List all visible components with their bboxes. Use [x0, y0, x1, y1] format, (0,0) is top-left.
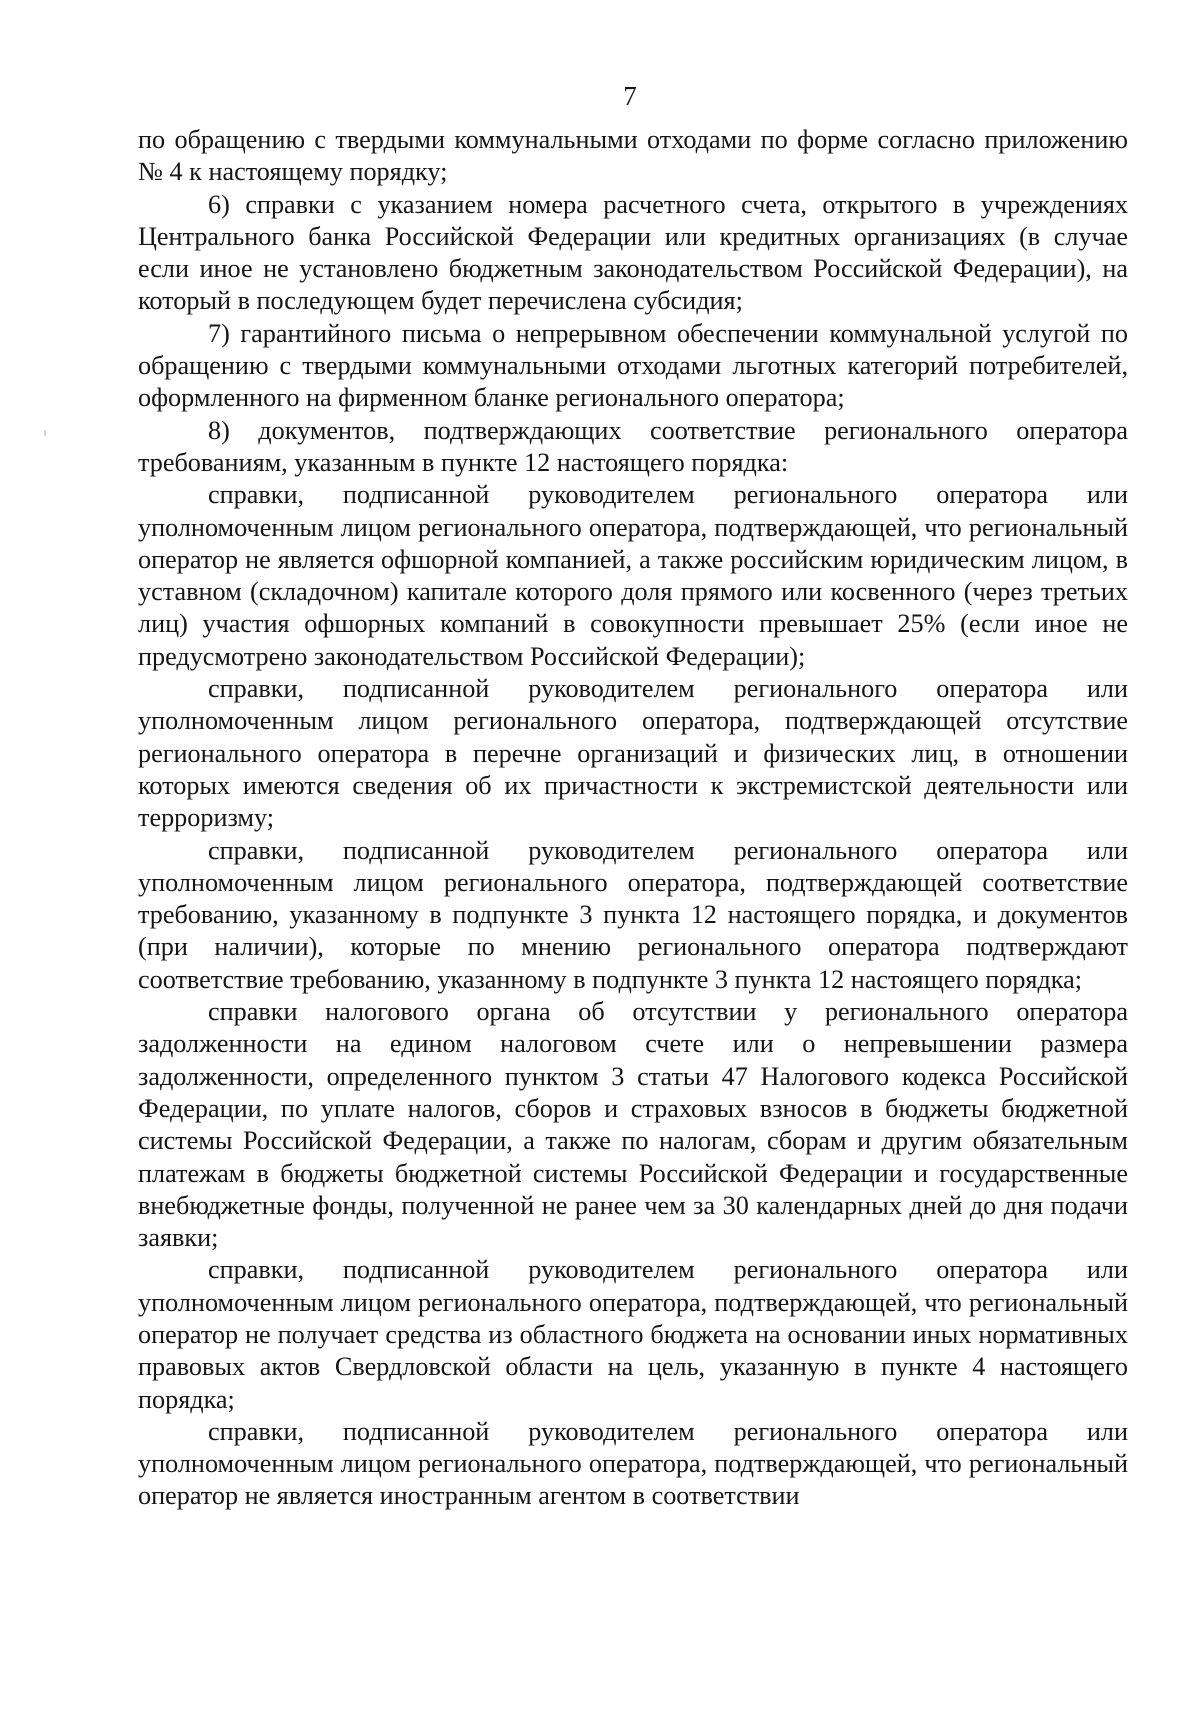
document-body: [138, 124, 1128, 1513]
paragraph-continuation: по обращению с твердыми коммунальными отходами по форме согласно приложению № 4 к настоящему порядку;: [138, 125, 1128, 187]
paragraph-foreign-agent-certificate: справки, подписанной руководителем регионального оператора или уполномоченным лицом регионального оператора, подтверждающей, что региональный оператор не является иностранным агентом в соответствии: [138, 1416, 1128, 1511]
page-number: 7: [623, 81, 637, 111]
paragraph-regional-budget-certificate: справки, подписанной руководителем регионального оператора или уполномоченным лицом регионального оператора, подтверждающей, что региональный оператор не получает средства из областного бюджета на основании иных нормативных правовых актов Свердловской области на цель, указанную в пункте 4 настоящего порядка;: [138, 1255, 1128, 1414]
paragraph-item-7: 7) гарантийного письма о непрерывном обеспечении коммунальной услугой по обращению с твердыми коммунальными отходами льготных категорий потребителей, оформленного на фирменном бланке регионального оператора;: [138, 318, 1128, 413]
paragraph-subpoint-3-certificate: справки, подписанной руководителем регионального оператора или уполномоченным лицом регионального оператора, подтверждающей соответствие требованию, указанному в подпункте 3 пункта 12 настоящего порядка, и документов (при наличии), которые по мнению регионального оператора подтверждают соответствие требованию, указанному в подпункте 3 пункта 12 настоящего порядка;: [138, 835, 1128, 994]
scan-artifact-mark: [44, 430, 46, 436]
paragraph-extremism-certificate: справки, подписанной руководителем регионального оператора или уполномоченным лицом регионального оператора, подтверждающей отсутствие регионального оператора в перечне организаций и физических лиц, в отношении которых имеются сведения об их причастности к экстремистской деятельности или терроризму;: [138, 674, 1128, 833]
paragraph-item-8: 8) документов, подтверждающих соответствие регионального оператора требованиям, указанным в пункте 12 настоящего порядка:: [138, 415, 1128, 477]
paragraph-offshore-certificate: справки, подписанной руководителем регионального оператора или уполномоченным лицом регионального оператора, подтверждающей, что региональный оператор не является офшорной компанией, а также российским юридическим лицом, в уставном (складочном) капитале которого доля прямого или косвенного (через третьих лиц) участия офшорных компаний в совокупности превышает 25% (если иное не предусмотрено законодательством Российской Федерации);: [138, 480, 1128, 671]
paragraph-tax-certificate: справки налогового органа об отсутствии у регионального оператора задолженности на едином налоговом счете или о непревышении размера задолженности, определенного пунктом 3 статьи 47 Налогового кодекса Российской Федерации, по уплате налогов, сборов и страховых взносов в бюджеты бюджетной системы Российской Федерации, а также по налогам, сборам и другим обязательным платежам в бюджеты бюджетной системы Российской Федерации и государственные внебюджетные фонды, полученной не ранее чем за 30 календарных дней до дня подачи заявки;: [138, 997, 1128, 1253]
paragraph-item-6: 6) справки с указанием номера расчетного счета, открытого в учреждениях Центрального банка Российской Федерации или кредитных организациях (в случае если иное не установлено бюджетным законодательством Российской Федерации), на который в последующем будет перечислена субсидия;: [138, 189, 1128, 316]
